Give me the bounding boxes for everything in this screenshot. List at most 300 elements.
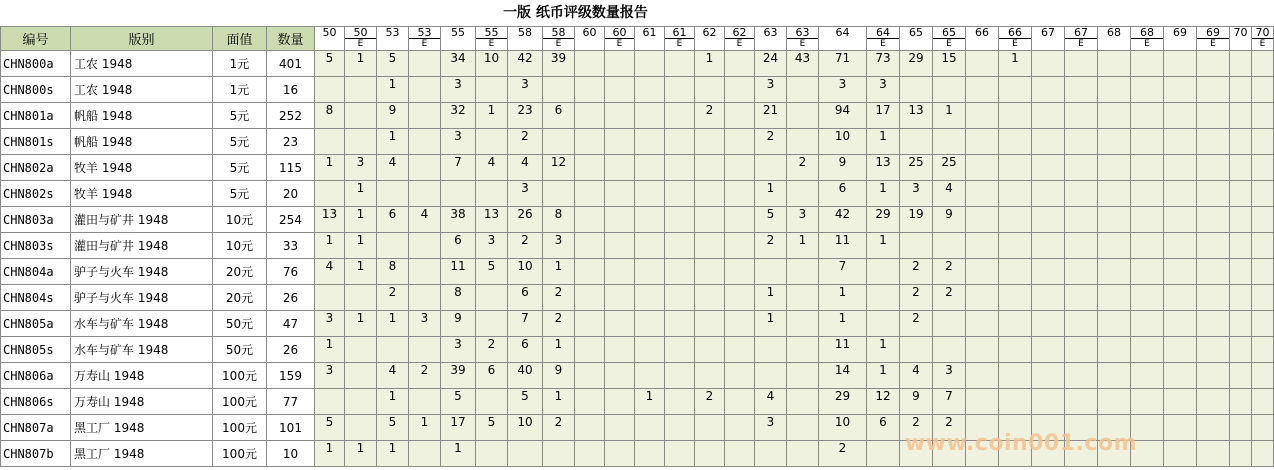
grade-count-cell — [1164, 389, 1197, 415]
grade-count-cell — [1252, 441, 1274, 467]
grade-count-cell — [755, 155, 787, 181]
grade-count-cell — [635, 285, 665, 311]
grade-header — [1131, 27, 1164, 51]
grade-header — [1230, 27, 1252, 51]
grade-count-cell — [999, 233, 1032, 259]
grade-count-cell — [508, 441, 543, 467]
grade-count-cell: 2 — [933, 415, 966, 441]
grade-count-cell: 7 — [441, 155, 476, 181]
grade-count-cell: 6 — [476, 363, 508, 389]
banknote-code: CHN807b — [1, 441, 71, 467]
grade-count-cell — [1098, 155, 1131, 181]
grade-header — [635, 27, 665, 51]
grade-count-cell: 9 — [441, 311, 476, 337]
grade-count-cell: 3 — [867, 77, 900, 103]
grade-count-cell — [665, 441, 695, 467]
grade-epq-mark: E — [605, 38, 634, 49]
grade-count-cell: 13 — [900, 103, 933, 129]
grade-count-cell — [1197, 77, 1230, 103]
grade-count-cell — [1252, 389, 1274, 415]
banknote-code: CHN802s — [1, 181, 71, 207]
grade-count-cell: 12 — [543, 155, 575, 181]
grade-count-cell — [1098, 77, 1131, 103]
table-row — [1, 389, 1274, 415]
grade-count-cell — [1098, 363, 1131, 389]
grade-count-cell — [605, 363, 635, 389]
banknote-code: CHN804s — [1, 285, 71, 311]
grade-count-cell — [966, 207, 999, 233]
grade-count-cell — [476, 389, 508, 415]
banknote-denomination: 100元 — [213, 389, 267, 415]
grade-number: 55 — [484, 26, 499, 39]
grade-count-cell — [1131, 233, 1164, 259]
grade-count-cell: 1 — [867, 337, 900, 363]
grade-count-cell — [1230, 129, 1252, 155]
grade-count-cell — [605, 415, 635, 441]
grade-count-cell: 24 — [755, 51, 787, 77]
grade-count-cell — [635, 363, 665, 389]
grade-count-cell — [867, 441, 900, 467]
grade-count-cell: 26 — [508, 207, 543, 233]
grade-count-cell — [1252, 311, 1274, 337]
grade-count-cell — [635, 155, 665, 181]
grade-count-cell — [1252, 285, 1274, 311]
grade-count-cell — [725, 233, 755, 259]
grade-count-cell — [999, 207, 1032, 233]
grade-number: 50 — [353, 26, 368, 39]
grade-count-cell — [575, 389, 605, 415]
grade-count-cell — [575, 363, 605, 389]
grade-count-cell — [1032, 389, 1065, 415]
grade-count-cell: 7 — [933, 389, 966, 415]
grade-count-cell — [1164, 415, 1197, 441]
grade-count-cell — [409, 285, 441, 311]
grade-count-cell: 1 — [377, 441, 409, 467]
grade-count-cell: 3 — [755, 415, 787, 441]
grade-count-cell — [476, 285, 508, 311]
grade-count-cell — [345, 363, 377, 389]
grade-count-cell — [1098, 337, 1131, 363]
grade-count-cell — [1032, 51, 1065, 77]
grade-count-cell — [665, 181, 695, 207]
grade-count-cell — [900, 129, 933, 155]
grade-count-cell — [345, 337, 377, 363]
grade-count-cell — [605, 51, 635, 77]
grade-count-cell: 3 — [315, 363, 345, 389]
grade-count-cell — [1065, 233, 1098, 259]
grade-header — [476, 27, 508, 51]
banknote-denomination: 5元 — [213, 181, 267, 207]
grade-count-cell — [575, 129, 605, 155]
grade-count-cell: 3 — [933, 363, 966, 389]
grade-count-cell: 13 — [867, 155, 900, 181]
grade-count-cell — [1197, 337, 1230, 363]
grade-number: 67 — [1041, 26, 1055, 39]
grade-count-cell — [725, 311, 755, 337]
grade-count-cell — [933, 337, 966, 363]
grade-count-cell — [575, 337, 605, 363]
table-row — [1, 285, 1274, 311]
banknote-version: 水车与矿车 1948 — [71, 337, 213, 363]
header-quantity: 数量 — [267, 27, 315, 51]
grade-count-cell — [695, 415, 725, 441]
grade-count-cell — [441, 181, 476, 207]
banknote-code: CHN807a — [1, 415, 71, 441]
grade-count-cell — [1197, 233, 1230, 259]
grade-count-cell — [999, 181, 1032, 207]
grade-count-cell: 5 — [508, 389, 543, 415]
grade-epq-mark: E — [345, 38, 376, 49]
grade-number: 55 — [451, 26, 465, 39]
grade-count-cell: 1 — [315, 155, 345, 181]
grade-count-cell — [1164, 233, 1197, 259]
grade-count-cell — [345, 415, 377, 441]
grade-count-cell — [1032, 155, 1065, 181]
grade-count-cell — [933, 311, 966, 337]
grade-count-cell — [1032, 311, 1065, 337]
grade-epq-mark: E — [867, 38, 899, 49]
grade-count-cell: 11 — [819, 337, 867, 363]
grade-count-cell: 38 — [441, 207, 476, 233]
grade-count-cell: 42 — [508, 51, 543, 77]
grade-count-cell — [999, 337, 1032, 363]
grade-count-cell — [695, 129, 725, 155]
grade-count-cell: 1 — [345, 51, 377, 77]
grade-header — [1098, 27, 1131, 51]
grade-count-cell: 3 — [787, 207, 819, 233]
grade-count-cell — [1252, 103, 1274, 129]
banknote-quantity: 77 — [267, 389, 315, 415]
grade-count-cell — [755, 337, 787, 363]
grade-count-cell: 2 — [508, 129, 543, 155]
grade-count-cell — [665, 129, 695, 155]
grade-header — [725, 27, 755, 51]
grade-count-cell — [695, 207, 725, 233]
grade-count-cell: 2 — [900, 259, 933, 285]
grade-count-cell — [665, 155, 695, 181]
grade-count-cell: 3 — [441, 129, 476, 155]
grade-count-cell: 1 — [377, 77, 409, 103]
grade-count-cell: 29 — [867, 207, 900, 233]
grade-count-cell — [1065, 363, 1098, 389]
grade-number: 58 — [551, 26, 566, 39]
grade-epq-mark: E — [787, 38, 818, 49]
grade-count-cell — [635, 259, 665, 285]
grade-count-cell — [1230, 441, 1252, 467]
grade-count-cell — [665, 51, 695, 77]
grade-count-cell — [575, 233, 605, 259]
grade-count-cell: 3 — [315, 311, 345, 337]
grade-count-cell — [1098, 311, 1131, 337]
grade-count-cell — [409, 389, 441, 415]
grade-count-cell — [966, 259, 999, 285]
grade-epq-mark: E — [725, 38, 754, 49]
grade-count-cell — [695, 311, 725, 337]
banknote-denomination: 5元 — [213, 103, 267, 129]
grade-count-cell — [543, 181, 575, 207]
table-row — [1, 311, 1274, 337]
grade-count-cell — [1098, 285, 1131, 311]
grade-header — [966, 27, 999, 51]
grade-count-cell — [1252, 181, 1274, 207]
grade-count-cell — [1131, 51, 1164, 77]
grade-count-cell: 10 — [819, 415, 867, 441]
grade-header — [315, 27, 345, 51]
grade-count-cell — [315, 77, 345, 103]
grade-header — [787, 27, 819, 51]
grade-number: 66 — [1008, 26, 1022, 39]
grade-count-cell — [575, 181, 605, 207]
banknote-code: CHN803a — [1, 207, 71, 233]
grade-count-cell — [1230, 389, 1252, 415]
grade-count-cell — [1065, 389, 1098, 415]
grade-count-cell: 6 — [377, 207, 409, 233]
banknote-denomination: 5元 — [213, 129, 267, 155]
grade-count-cell: 19 — [900, 207, 933, 233]
grade-count-cell — [1230, 51, 1252, 77]
grade-count-cell — [345, 285, 377, 311]
grade-count-cell — [665, 259, 695, 285]
banknote-code: CHN800s — [1, 77, 71, 103]
grade-count-cell — [1032, 233, 1065, 259]
grade-count-cell — [1197, 415, 1230, 441]
banknote-version: 牧羊 1948 — [71, 155, 213, 181]
banknote-version: 万寿山 1948 — [71, 363, 213, 389]
grade-count-cell: 4 — [900, 363, 933, 389]
grade-count-cell: 3 — [409, 311, 441, 337]
grade-count-cell — [1252, 363, 1274, 389]
banknote-denomination: 100元 — [213, 441, 267, 467]
grade-count-cell — [725, 441, 755, 467]
grade-epq-mark: E — [1131, 38, 1163, 49]
grade-count-cell — [635, 233, 665, 259]
banknote-denomination: 10元 — [213, 207, 267, 233]
grade-count-cell — [1164, 259, 1197, 285]
grade-count-cell — [900, 233, 933, 259]
grade-header — [755, 27, 787, 51]
grade-count-cell: 10 — [819, 129, 867, 155]
grade-header — [933, 27, 966, 51]
grade-count-cell — [575, 441, 605, 467]
grade-count-cell — [787, 337, 819, 363]
grade-count-cell: 3 — [441, 337, 476, 363]
grade-count-cell — [787, 103, 819, 129]
grade-count-cell — [1252, 155, 1274, 181]
banknote-denomination: 50元 — [213, 337, 267, 363]
grade-count-cell — [1032, 285, 1065, 311]
grade-count-cell: 2 — [933, 285, 966, 311]
grade-count-cell — [1098, 129, 1131, 155]
grade-header — [1065, 27, 1098, 51]
grade-count-cell — [999, 363, 1032, 389]
grade-count-cell — [1164, 155, 1197, 181]
grade-count-cell — [605, 259, 635, 285]
grade-count-cell: 2 — [695, 103, 725, 129]
header-row — [1, 27, 1274, 51]
grade-count-cell — [1032, 207, 1065, 233]
grade-count-cell: 7 — [819, 259, 867, 285]
grade-count-cell: 10 — [508, 415, 543, 441]
grade-count-cell — [1197, 181, 1230, 207]
grade-count-cell — [409, 51, 441, 77]
grade-count-cell — [1252, 259, 1274, 285]
grade-count-cell — [315, 285, 345, 311]
grade-count-cell — [755, 363, 787, 389]
grade-count-cell — [933, 129, 966, 155]
grade-count-cell: 5 — [755, 207, 787, 233]
grade-count-cell: 6 — [543, 103, 575, 129]
grade-epq-mark: E — [999, 38, 1031, 49]
grade-count-cell: 13 — [315, 207, 345, 233]
grade-count-cell — [725, 337, 755, 363]
grade-count-cell: 25 — [933, 155, 966, 181]
grade-epq-mark: E — [476, 38, 507, 49]
grade-epq-mark: E — [1197, 38, 1229, 49]
grade-count-cell — [635, 311, 665, 337]
banknote-version: 工农 1948 — [71, 51, 213, 77]
grade-count-cell — [1230, 181, 1252, 207]
grade-count-cell: 2 — [933, 259, 966, 285]
grade-header — [999, 27, 1032, 51]
grade-count-cell — [755, 259, 787, 285]
grade-count-cell: 2 — [755, 129, 787, 155]
banknote-denomination: 20元 — [213, 285, 267, 311]
grade-count-cell — [725, 77, 755, 103]
grade-count-cell — [1197, 207, 1230, 233]
grade-count-cell — [1131, 129, 1164, 155]
grade-number: 60 — [612, 26, 627, 39]
grade-count-cell — [1197, 51, 1230, 77]
grade-count-cell — [966, 233, 999, 259]
grade-count-cell — [575, 259, 605, 285]
grade-count-cell — [1252, 129, 1274, 155]
grade-count-cell: 32 — [441, 103, 476, 129]
grade-header — [867, 27, 900, 51]
banknote-code: CHN803s — [1, 233, 71, 259]
grade-count-cell — [1098, 103, 1131, 129]
banknote-code: CHN801s — [1, 129, 71, 155]
banknote-quantity: 33 — [267, 233, 315, 259]
grade-count-cell — [1252, 207, 1274, 233]
grade-count-cell: 1 — [867, 233, 900, 259]
grade-count-cell: 3 — [508, 181, 543, 207]
grade-count-cell — [966, 155, 999, 181]
grade-count-cell: 8 — [315, 103, 345, 129]
banknote-code: CHN802a — [1, 155, 71, 181]
grade-count-cell: 29 — [900, 51, 933, 77]
grade-count-cell — [695, 77, 725, 103]
watermark: www.coin001.com — [904, 431, 1137, 456]
grade-count-cell — [635, 77, 665, 103]
grade-count-cell — [1065, 155, 1098, 181]
grade-number: 63 — [795, 26, 810, 39]
grade-count-cell — [409, 155, 441, 181]
grade-header — [695, 27, 725, 51]
grade-count-cell — [1164, 77, 1197, 103]
grade-count-cell — [787, 415, 819, 441]
grade-count-cell — [999, 389, 1032, 415]
grade-count-cell: 73 — [867, 51, 900, 77]
table-row — [1, 129, 1274, 155]
grade-count-cell — [1131, 77, 1164, 103]
grade-count-cell — [1032, 103, 1065, 129]
grade-number: 64 — [876, 26, 890, 39]
grade-count-cell — [787, 129, 819, 155]
grade-count-cell — [605, 181, 635, 207]
grade-count-cell — [1065, 181, 1098, 207]
grade-count-cell — [1197, 363, 1230, 389]
grade-count-cell — [1230, 259, 1252, 285]
grade-count-cell — [966, 51, 999, 77]
grade-count-cell: 1 — [543, 389, 575, 415]
grade-count-cell — [605, 103, 635, 129]
grade-number: 53 — [417, 26, 432, 39]
grade-count-cell — [605, 311, 635, 337]
banknote-version: 水车与矿车 1948 — [71, 311, 213, 337]
grade-count-cell: 3 — [345, 155, 377, 181]
grade-number: 70 — [1233, 26, 1248, 39]
grade-count-cell — [1230, 207, 1252, 233]
grade-count-cell — [476, 311, 508, 337]
grade-count-cell: 39 — [441, 363, 476, 389]
grade-count-cell: 6 — [441, 233, 476, 259]
grade-count-cell — [635, 441, 665, 467]
grade-count-cell: 6 — [819, 181, 867, 207]
grade-count-cell — [377, 181, 409, 207]
banknote-quantity: 26 — [267, 285, 315, 311]
grade-header — [1164, 27, 1197, 51]
grade-number: 68 — [1140, 26, 1154, 39]
grade-count-cell: 13 — [476, 207, 508, 233]
grade-count-cell — [1098, 233, 1131, 259]
table-row — [1, 259, 1274, 285]
grade-count-cell: 1 — [933, 103, 966, 129]
grade-count-cell — [787, 77, 819, 103]
grade-count-cell — [345, 129, 377, 155]
grade-count-cell — [1230, 103, 1252, 129]
grade-count-cell — [605, 77, 635, 103]
grade-count-cell — [665, 103, 695, 129]
grade-count-cell: 2 — [543, 415, 575, 441]
grade-header — [441, 27, 476, 51]
grade-count-cell — [409, 233, 441, 259]
grade-count-cell — [605, 233, 635, 259]
table-row — [1, 77, 1274, 103]
header-code: 编号 — [1, 27, 71, 51]
grade-count-cell — [999, 155, 1032, 181]
grade-count-cell: 1 — [345, 233, 377, 259]
grade-count-cell — [665, 77, 695, 103]
grade-count-cell: 1 — [345, 441, 377, 467]
grade-count-cell — [665, 207, 695, 233]
grade-count-cell: 5 — [441, 389, 476, 415]
grade-count-cell: 1 — [409, 415, 441, 441]
table-row — [1, 207, 1274, 233]
grade-count-cell — [966, 363, 999, 389]
grade-count-cell: 1 — [377, 389, 409, 415]
grade-count-cell — [966, 285, 999, 311]
grade-count-cell — [1032, 129, 1065, 155]
grade-count-cell — [665, 415, 695, 441]
grade-count-cell: 2 — [543, 311, 575, 337]
grade-count-cell — [725, 181, 755, 207]
grade-count-cell — [1065, 129, 1098, 155]
grade-count-cell: 6 — [508, 337, 543, 363]
grade-count-cell: 29 — [819, 389, 867, 415]
grade-count-cell: 3 — [819, 77, 867, 103]
grade-count-cell — [605, 441, 635, 467]
grade-count-cell — [867, 259, 900, 285]
